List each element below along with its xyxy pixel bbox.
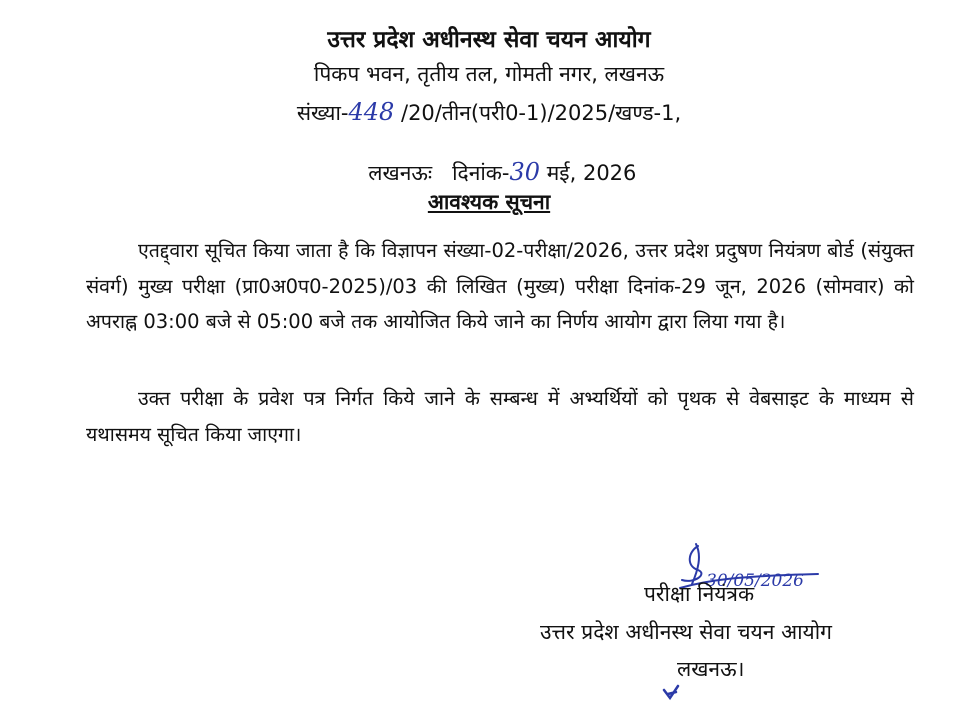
signatory-designation: परीक्षा नियंत्रक [644,582,755,606]
notice-paragraph-1: एतद्द्वारा सूचित किया जाता है कि विज्ञापन संख्या-02-परीक्षा/2026, उत्तर प्रदेश प्रदुषण नियंत्रण बोर्ड (संयुक्त संवर्ग) मुख्य परीक्षा (प्रा0अ0प0-2025)/03 की लिखित (मुख्य) परीक्षा दिनांक-29 जून, 2026 (सोमवार) को अपराह्न 03:00 बजे से 05:00 बजे तक आयोजित किये जाने का निर्णय आयोग द्वारा लिया गया है। [86,239,914,333]
reference-prefix: संख्या- [296,101,349,125]
date-prefix: लखनऊः दिनांक- [368,161,510,185]
commission-title: उत्तर प्रदेश अधीनस्थ सेवा चयन आयोग [327,27,651,53]
handwritten-reference-number: 448 [348,98,395,126]
pen-tick-mark [656,678,696,708]
notice-paragraph-2: उक्त परीक्षा के प्रवेश पत्र निर्गत किये जाने के सम्बन्ध में अभ्यर्थियों को पृथक से वेबसाइट के माध्यम से यथासमय सूचित किया जाएगा। [86,387,914,446]
reference-number [0,98,978,127]
notice-heading: आवश्यक सूचना [427,190,551,214]
handwritten-date-day: 30 [509,158,541,186]
reference-suffix: /20/तीन(परी0-1)/2025/खण्ड-1, [394,101,682,125]
commission-address: पिकप भवन, तृतीय तल, गोमती नगर, लखनऊ [313,62,665,86]
date-suffix: मई, 2026 [540,161,637,185]
signatory-office: उत्तर प्रदेश अधीनस्थ सेवा चयन आयोग [540,620,832,644]
handwritten-signature-date: 30/05/2026 [706,571,804,591]
signatory-place: लखनऊ। [677,657,745,681]
